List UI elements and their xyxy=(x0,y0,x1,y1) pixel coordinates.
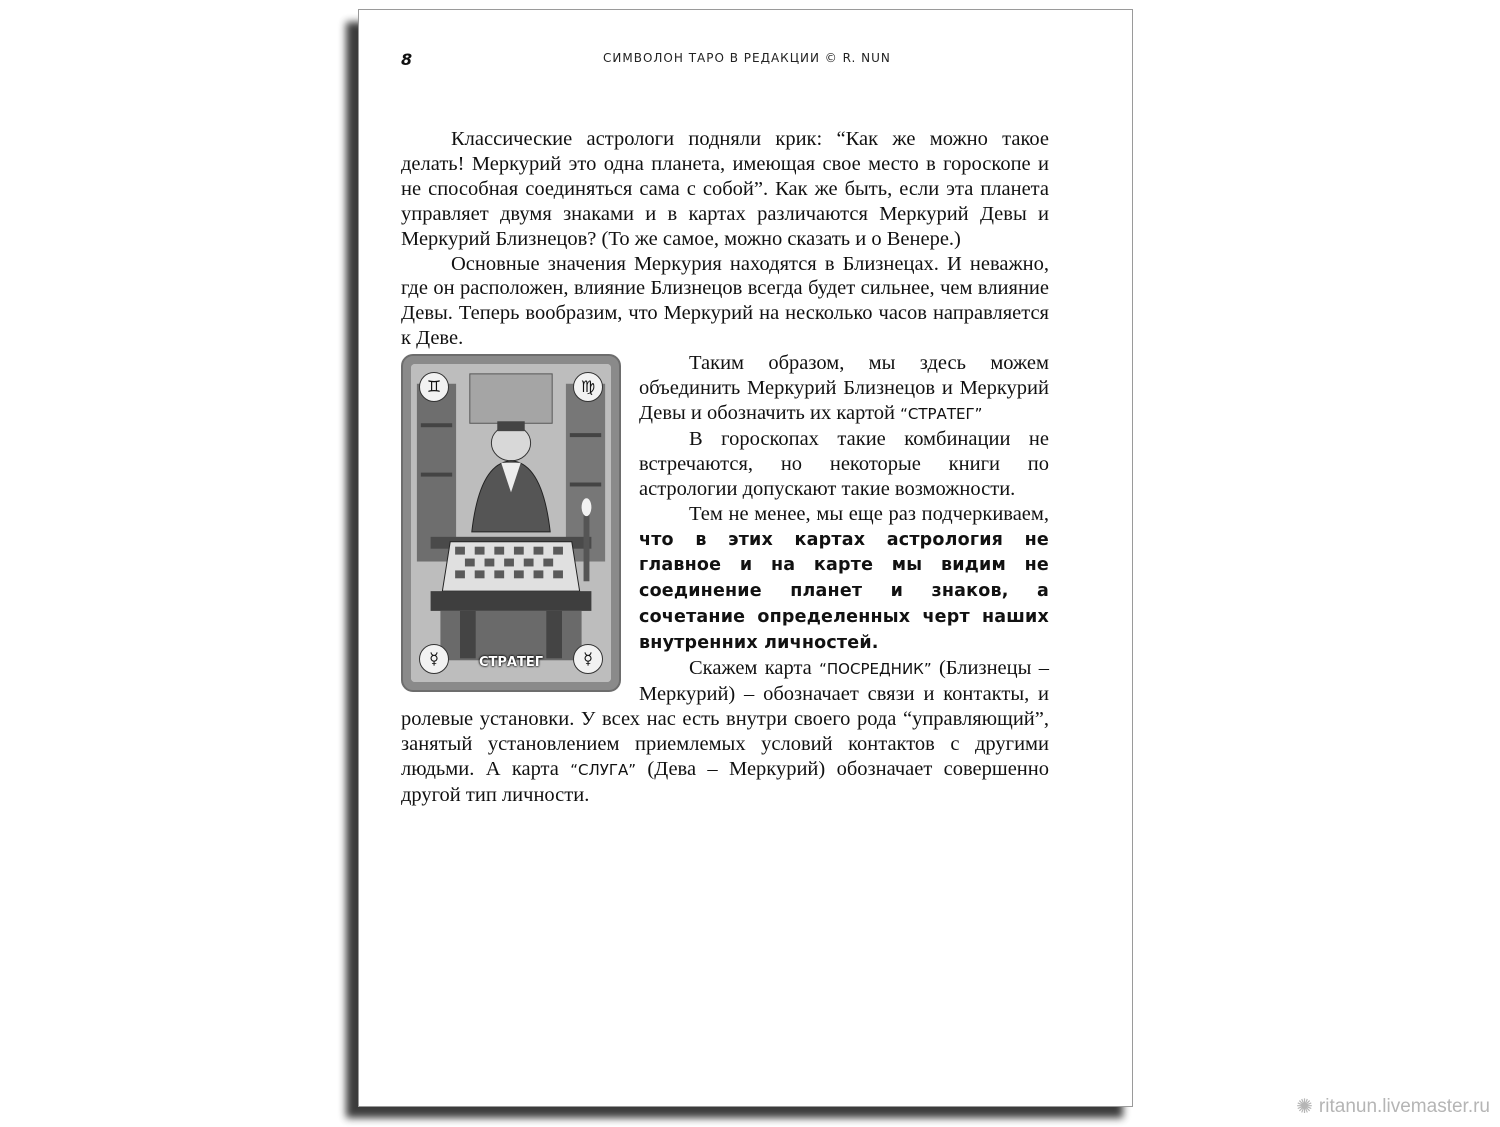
watermark-text: ritanun.livemaster.ru xyxy=(1318,1095,1490,1117)
gear-flower-icon: ✺ xyxy=(1296,1096,1313,1118)
tarot-card-image xyxy=(401,354,625,694)
strategist-illustration xyxy=(411,364,611,682)
card-name-servant: “СЛУГА” xyxy=(570,760,637,779)
book-page xyxy=(358,9,1133,1107)
card-illustration xyxy=(411,364,611,682)
paragraph-6: Скажем карта “ПОСРЕДНИК” (Близнецы – Меркурий) – обозначает связи и контакты, и ролевые установки. У всех нас есть внутри своего рода “управляющий”, занятый установлением приемлемых условий контактов с другими людьми. А карта “СЛУГА” (Дева – Меркурий) обозначает совершенно другой тип личности. xyxy=(401,657,1049,806)
page-number: 8 xyxy=(401,50,413,69)
emphasized-text: что в этих картах астрология не главное и на карте мы видим не соединение планет и знаков, а сочетание определенных черт наших внутренних личностей. xyxy=(639,529,1049,654)
paragraph-2: Основные значения Меркурия находятся в Близнецах. И неважно, где он расположен, влияние Близнецов всегда будет сильнее, чем влияние Девы. Теперь вообразим, что Меркурий на несколько часов направляется к Деве. xyxy=(401,252,1049,350)
paragraph-1: Классические астрологи подняли крик: “Как же можно такое делать! Меркурий это одна планета, имеющая свое место в гороскопе и не способная соединяться сама с собой”. Как же быть, если эта планета управляет двумя знаками и в картах различаются Меркурий Девы и Меркурий Близнецов? (То же самое, можно сказать и о Венере.) xyxy=(401,128,1049,250)
virgo-symbol-icon: ♍ xyxy=(573,372,603,402)
mercury-symbol-icon: ☿ xyxy=(419,644,449,674)
running-title: СИМВОЛОН ТАРО В РЕДАКЦИИ © R. NUN xyxy=(603,51,891,65)
mercury-symbol-icon: ☿ xyxy=(573,644,603,674)
watermark xyxy=(1296,1094,1490,1119)
gemini-symbol-icon: ♊ xyxy=(419,372,449,402)
card-name-strategist: “СТРАТЕГ” xyxy=(900,404,983,423)
card-title: СТРАТЕГ xyxy=(478,655,544,671)
paragraph-4: В гороскопах такие комбинации не встречаются, но некоторые книги по астрологии допускают такие возможности. xyxy=(639,427,1049,500)
card-name-mediator: “ПОСРЕДНИК” xyxy=(819,660,932,679)
paragraph-5: Тем не менее, мы еще раз подчеркиваем, что в этих картах астрология не главное и на карте мы видим не соединение планет и знаков, а сочетание определенных черт наших внутренних личностей. xyxy=(639,502,1049,654)
paragraph-3: Таким образом, мы здесь можем объединить Меркурий Близнецов и Меркурий Девы и обозначить их картой “СТРАТЕГ” xyxy=(639,352,1049,424)
page-body xyxy=(401,127,1049,807)
card-frame xyxy=(401,354,621,692)
